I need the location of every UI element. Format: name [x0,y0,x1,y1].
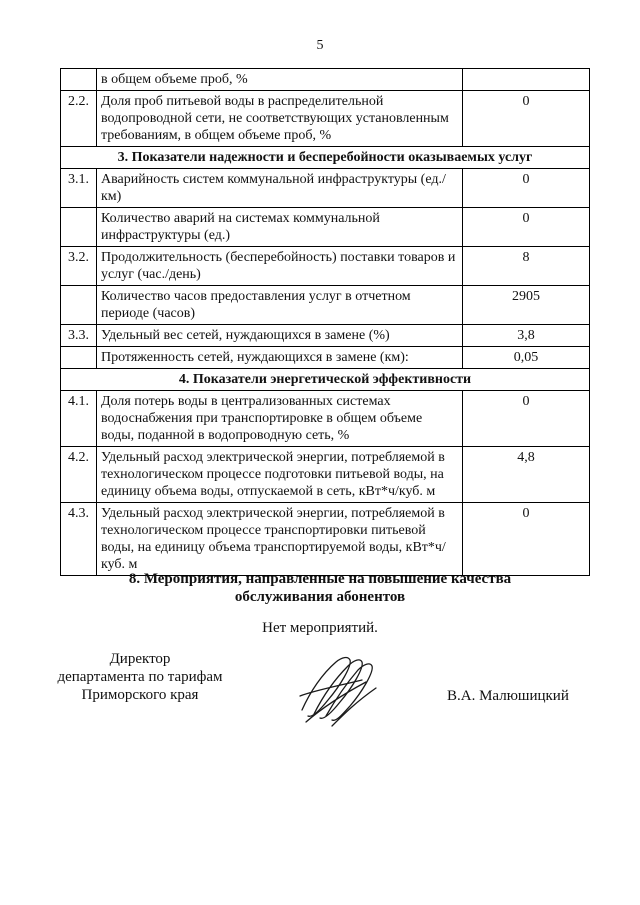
row-value: 0 [463,169,590,208]
row-number-empty [61,286,97,325]
row-value: 4,8 [463,447,590,503]
row-number: 4.3. [61,503,97,576]
row-description: Количество часов предоставления услуг в отчетном периоде (часов) [97,286,463,325]
signer-title [40,650,240,704]
row-description: Удельный расход электрической энергии, потребляемой в технологическом процессе транспортировки питьевой воды, на единицу объема транспортируемой воды, кВт*ч/куб. м [97,503,463,576]
row-value: 8 [463,247,590,286]
row-value: 3,8 [463,325,590,347]
row-number-empty [61,208,97,247]
row-description: Удельный вес сетей, нуждающихся в замене (%) [97,325,463,347]
table-row [61,69,590,91]
row-number-empty [61,347,97,369]
row-description: Протяженность сетей, нуждающихся в замене (км): [97,347,463,369]
row-description: Количество аварий на системах коммунальной инфраструктуры (ед.) [97,208,463,247]
section-header-row [61,369,590,391]
table-row [61,325,590,347]
signer-title-line: Приморского края [81,687,199,703]
table-subrow [61,208,590,247]
table-row [61,169,590,208]
table-row [61,391,590,447]
measures-heading [0,570,640,606]
indicators-table [60,68,590,576]
table-subrow [61,347,590,369]
table-subrow [61,286,590,325]
row-number: 3.3. [61,325,97,347]
section-heading: 3. Показатели надежности и бесперебойности оказываемых услуг [61,147,590,169]
row-description: Доля потерь воды в централизованных системах водоснабжения при транспортировке в общем объеме воды, поданной в водопроводную сеть, % [97,391,463,447]
row-description: в общем объеме проб, % [97,69,463,91]
signer-name: В.А. Малюшицкий [447,688,569,704]
handwritten-signature [292,652,382,730]
section-header-row [61,147,590,169]
section-heading: 4. Показатели энергетической эффективности [61,369,590,391]
table-row [61,247,590,286]
row-number: 4.2. [61,447,97,503]
page-number: 5 [316,38,324,53]
row-value: 0 [463,91,590,147]
row-value: 0 [463,208,590,247]
row-number: 3.2. [61,247,97,286]
row-description: Аварийность систем коммунальной инфраструктуры (ед./км) [97,169,463,208]
row-description: Удельный расход электрической энергии, потребляемой в технологическом процессе подготовки питьевой воды, на единицу объема воды, отпускаемой в сеть, кВт*ч/куб. м [97,447,463,503]
table-row [61,447,590,503]
measures-text: Нет мероприятий. [262,620,378,636]
row-number: 4.1. [61,391,97,447]
row-number: 3.1. [61,169,97,208]
row-value: 0 [463,391,590,447]
row-number: 2.2. [61,91,97,147]
signer-title-line: департамента по тарифам [57,669,223,685]
row-value: 0 [463,503,590,576]
row-value: 0,05 [463,347,590,369]
row-value: 2905 [463,286,590,325]
measures-heading-line: 8. Мероприятия, направленные на повышение качества [128,571,512,587]
row-number [61,69,97,91]
row-description: Продолжительность (бесперебойность) поставки товаров и услуг (час./день) [97,247,463,286]
row-value [463,69,590,91]
signer-title-line: Директор [109,651,171,667]
table-row [61,503,590,576]
measures-heading-line: обслуживания абонентов [234,589,406,605]
row-description: Доля проб питьевой воды в распределительной водопроводной сети, не соответствующих установленным требованиям, в общем объеме проб, % [97,91,463,147]
table-row [61,91,590,147]
